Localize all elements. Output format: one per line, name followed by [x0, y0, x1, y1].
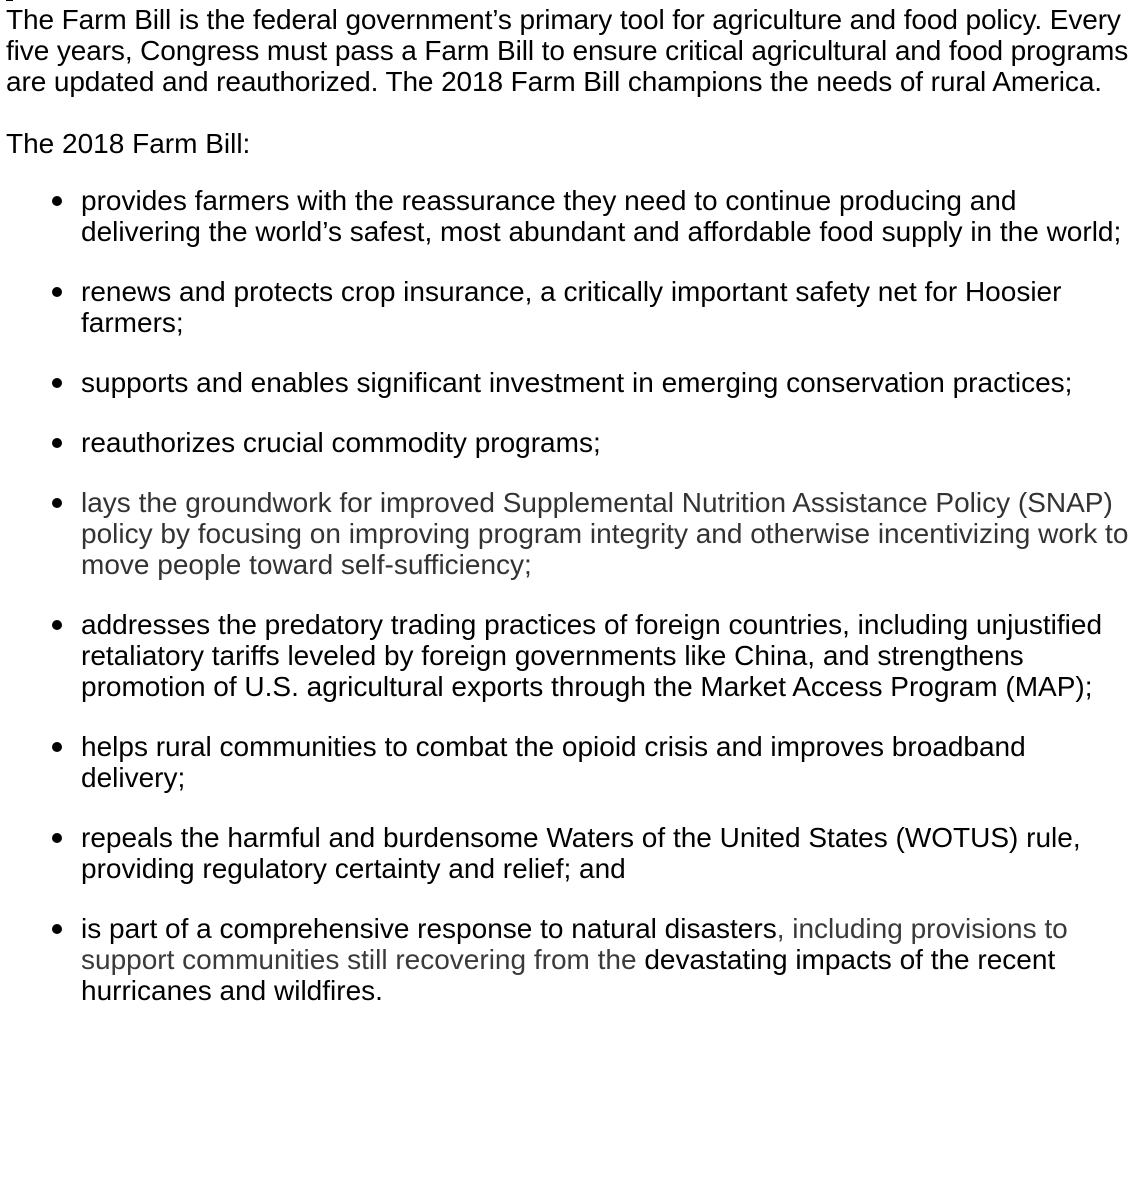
list-item	[6, 276, 1136, 338]
bullet-icon	[52, 378, 62, 388]
bill-provisions-list	[6, 185, 1136, 1006]
list-item-text: addresses the predatory trading practices of foreign countries, including unjustified retaliatory tariffs leveled by foreign governments like China, and strengthens promotion of U.S. agricultural exports through the Market Access Program (MAP);	[81, 609, 1103, 702]
list-item-text-part: , including provisions to support communities still recovering from the	[81, 913, 1068, 975]
list-item	[6, 913, 1136, 1006]
bullet-icon	[52, 742, 62, 752]
list-item-text: lays the groundwork for improved Supplemental Nutrition Assistance Policy (SNAP) policy by focusing on improving program integrity and otherwise incentivizing work to move people toward self-sufficiency;	[81, 487, 1129, 580]
list-item	[6, 185, 1136, 247]
list-item	[6, 367, 1136, 398]
bullet-icon	[52, 287, 62, 297]
list-item-text-part: is part of a comprehensive response to natural disasters	[81, 913, 777, 944]
list-item-text-part: devastating impacts of the recent hurricanes and wildfires.	[81, 944, 1056, 1006]
list-item-text: provides farmers with the reassurance they need to continue producing and delivering the world’s safest, most abundant and affordable food supply in the world;	[81, 185, 1122, 247]
list-lead: The 2018 Farm Bill:	[6, 128, 251, 159]
bullet-icon	[52, 833, 62, 843]
list-item	[6, 427, 1136, 458]
list-item-text: supports and enables significant investment in emerging conservation practices;	[81, 367, 1073, 398]
document	[6, 0, 1136, 1035]
bullet-icon	[52, 196, 62, 206]
list-item-text: helps rural communities to combat the opioid crisis and improves broadband delivery;	[81, 731, 1026, 793]
list-item	[6, 731, 1136, 793]
list-item-text: repeals the harmful and burdensome Waters of the United States (WOTUS) rule, providing regulatory certainty and relief; and	[81, 822, 1081, 884]
list-item	[6, 487, 1136, 580]
list-item	[6, 822, 1136, 884]
intro-paragraph: The Farm Bill is the federal government’s primary tool for agriculture and food policy. Every five years, Congress must pass a Farm Bill to ensure critical agricultural and food programs are updated and reauthorized. The 2018 Farm Bill champions the needs of rural America.	[6, 4, 1129, 97]
bullet-icon	[52, 924, 62, 934]
list-item-text: renews and protects crop insurance, a critically important safety net for Hoosier farmers;	[81, 276, 1062, 338]
list-item-text: reauthorizes crucial commodity programs;	[81, 427, 601, 458]
bullet-icon	[52, 498, 62, 508]
bullet-icon	[52, 620, 62, 630]
list-item	[6, 609, 1136, 702]
bullet-icon	[52, 438, 62, 448]
